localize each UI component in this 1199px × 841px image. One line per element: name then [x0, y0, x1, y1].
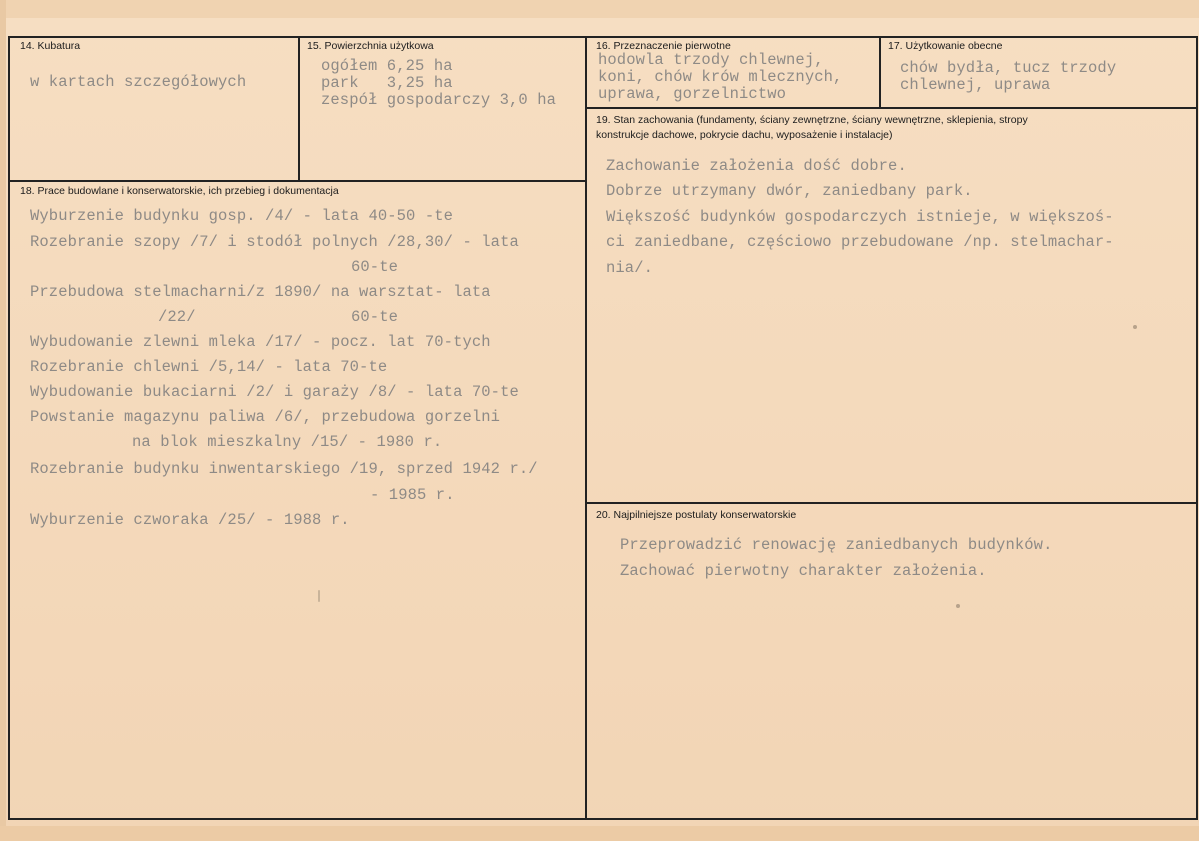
field-15-line: park 3,25 ha	[321, 74, 453, 92]
field-16-label: 16. Przeznaczenie pierwotne	[596, 40, 731, 52]
paper-speck	[318, 590, 320, 602]
field-19-line: Większość budynków gospodarczych istnieje, w większoś-	[606, 208, 1114, 226]
divider-center	[585, 36, 587, 820]
field-19-line: ci zaniedbane, częściowo przebudowane /np. stelmachar-	[606, 233, 1114, 251]
field-18-line: /22/	[158, 308, 196, 326]
paper-speck	[956, 604, 960, 608]
field-16-line: hodowla trzody chlewnej,	[598, 51, 824, 69]
field-17-label: 17. Użytkowanie obecne	[888, 40, 1003, 52]
field-18-line: Rozebranie chlewni /5,14/ - lata 70-te	[30, 358, 388, 376]
paper-speck	[1133, 325, 1137, 329]
field-14-text: w kartach szczegółowych	[30, 73, 247, 91]
field-18-label: 18. Prace budowlane i konserwatorskie, ich przebieg i dokumentacja	[20, 185, 339, 197]
divider-16-17	[879, 36, 881, 108]
field-15-line: zespół gospodarczy 3,0 ha	[321, 91, 557, 109]
frame-bottom-line	[8, 818, 1198, 820]
field-19-line: Dobrze utrzymany dwór, zaniedbany park.	[606, 182, 973, 200]
frame-left-line	[8, 36, 10, 820]
field-15-line: ogółem 6,25 ha	[321, 57, 453, 75]
divider-14-15	[298, 36, 300, 181]
field-18-line: Rozebranie szopy /7/ i stodół polnych /28,30/ - lata	[30, 233, 519, 251]
field-19-label-cont: konstrukcje dachowe, pokrycie dachu, wyposażenie i instalacje)	[596, 129, 893, 141]
field-19-line: nia/.	[606, 259, 654, 277]
field-18-line: - 1985 r.	[370, 486, 455, 504]
field-18-line: Powstanie magazynu paliwa /6/, przebudowa gorzelni	[30, 408, 501, 426]
field-17-line: chów bydła, tucz trzody	[900, 59, 1117, 77]
field-18-line: 60-te	[351, 258, 399, 276]
field-16-line: uprawa, gorzelnictwo	[598, 85, 787, 103]
field-20-line: Zachować pierwotny charakter założenia.	[620, 562, 987, 580]
frame-top-line	[8, 36, 1197, 38]
field-17-line: chlewnej, uprawa	[900, 76, 1051, 94]
field-18-line: Wyburzenie budynku gosp. /4/ - lata 40-50 -te	[30, 207, 454, 225]
card-bottom-edge	[0, 826, 1199, 841]
field-18-line: Wybudowanie zlewni mleka /17/ - pocz. lat 70-tych	[30, 333, 491, 351]
field-16-line: koni, chów krów mlecznych,	[598, 68, 843, 86]
divider-19-20	[585, 502, 1198, 504]
field-20-label: 20. Najpilniejsze postulaty konserwatorskie	[596, 509, 797, 521]
divider-row1-left	[8, 180, 587, 182]
field-18-line: Przebudowa stelmacharni/z 1890/ na warsztat- lata	[30, 283, 491, 301]
field-20-line: Przeprowadzić renowację zaniedbanych budynków.	[620, 536, 1053, 554]
field-19-label: 19. Stan zachowania (fundamenty, ściany zewnętrzne, ściany wewnętrzne, sklepienia, stropy	[596, 114, 1028, 126]
field-18-line: Wybudowanie bukaciarni /2/ i garaży /8/ - lata 70-te	[30, 383, 519, 401]
card-left-edge	[0, 0, 6, 841]
field-18-line: na blok mieszkalny /15/ - 1980 r.	[132, 433, 443, 451]
field-18-line: 60-te	[351, 308, 399, 326]
divider-row1-right	[585, 107, 1198, 109]
frame-right-line	[1196, 36, 1198, 820]
field-15-label: 15. Powierzchnia użytkowa	[307, 40, 434, 52]
field-14-label: 14. Kubatura	[20, 40, 81, 52]
field-19-line: Zachowanie założenia dość dobre.	[606, 157, 907, 175]
field-18-line: Rozebranie budynku inwentarskiego /19, sprzed 1942 r./	[30, 460, 538, 478]
card-top-edge	[0, 0, 1199, 18]
field-18-line: Wyburzenie czworaka /25/ - 1988 r.	[30, 511, 350, 529]
